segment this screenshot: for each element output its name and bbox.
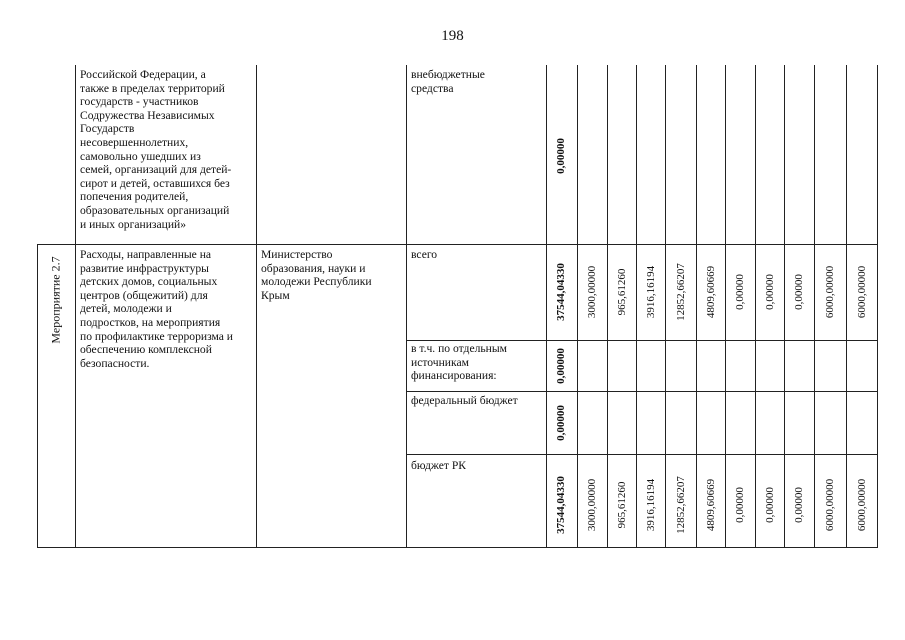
table-divider [577, 65, 578, 548]
row-source: бюджет РК [411, 459, 467, 472]
year-value: 0,00000 [793, 487, 805, 523]
year-value: 4809,60669 [705, 265, 717, 319]
row-source: всего [411, 248, 438, 261]
table-divider [636, 65, 637, 548]
row-total: 0,00000 [555, 405, 567, 441]
year-value: 12852,66207 [675, 476, 687, 534]
top-source: внебюджетные средства [411, 68, 485, 95]
row-total: 0,00000 [555, 348, 567, 384]
table-divider [814, 65, 815, 548]
table-border-bottom [37, 547, 878, 548]
table-divider [665, 65, 666, 548]
row-source: в т.ч. по отдельным источникам финансирования: [411, 342, 507, 383]
row-total: 37544,04330 [555, 263, 567, 321]
table-divider [784, 65, 785, 548]
year-value: 6000,00000 [824, 265, 836, 319]
table-divider [846, 65, 847, 548]
year-value: 6000,00000 [856, 478, 868, 532]
year-value: 3916,16194 [645, 478, 657, 532]
measure-label: Мероприятие 2.7 [48, 256, 63, 344]
row-source: федеральный бюджет [411, 394, 518, 407]
year-value: 965,61260 [616, 481, 628, 529]
page-number: 198 [441, 28, 464, 44]
table-border-left [37, 244, 38, 548]
measure-description: Расходы, направленные на развитие инфраструктуры детских домов, социальных центров (общежитий) для детей, молодежи и подростков, на мероприятия по профилактике терроризма и обеспечению комплексной безопасности. [80, 248, 234, 370]
table-row-divider [406, 391, 878, 392]
year-value: 6000,00000 [856, 265, 868, 319]
year-value: 4809,60669 [705, 478, 717, 532]
year-value: 0,00000 [764, 487, 776, 523]
year-value: 12852,66207 [675, 263, 687, 321]
row-total: 37544,04330 [555, 476, 567, 534]
top-description: Российской Федерации, а также в пределах территорий государств - участников Содружества Независимых Государств несовершеннолетних, самовольно ушедших из семей, организаций для детей- сирот и детей, оставшихся без попечения родителей, образовательных организаций и иных организаций» [80, 68, 232, 231]
table-border-right [877, 65, 878, 548]
table-divider [546, 65, 547, 548]
year-value: 0,00000 [764, 274, 776, 310]
top-total: 0,00000 [555, 138, 567, 174]
table-divider [755, 65, 756, 548]
year-value: 0,00000 [734, 487, 746, 523]
year-value: 6000,00000 [824, 478, 836, 532]
table-divider [607, 65, 608, 548]
table-divider [256, 65, 257, 548]
year-value: 0,00000 [793, 274, 805, 310]
table-divider [696, 65, 697, 548]
year-value: 0,00000 [734, 274, 746, 310]
year-value: 3000,00000 [586, 265, 598, 319]
year-value: 3916,16194 [645, 265, 657, 319]
table-row-divider [406, 340, 878, 341]
table-divider [75, 65, 76, 548]
year-value: 3000,00000 [586, 478, 598, 532]
measure-executor: Министерство образования, науки и молодежи Республики Крым [261, 248, 372, 302]
table-row-divider [37, 244, 878, 245]
table-divider [725, 65, 726, 548]
year-value: 965,61260 [616, 268, 628, 316]
table-divider [406, 65, 407, 548]
table-row-divider [406, 454, 878, 455]
